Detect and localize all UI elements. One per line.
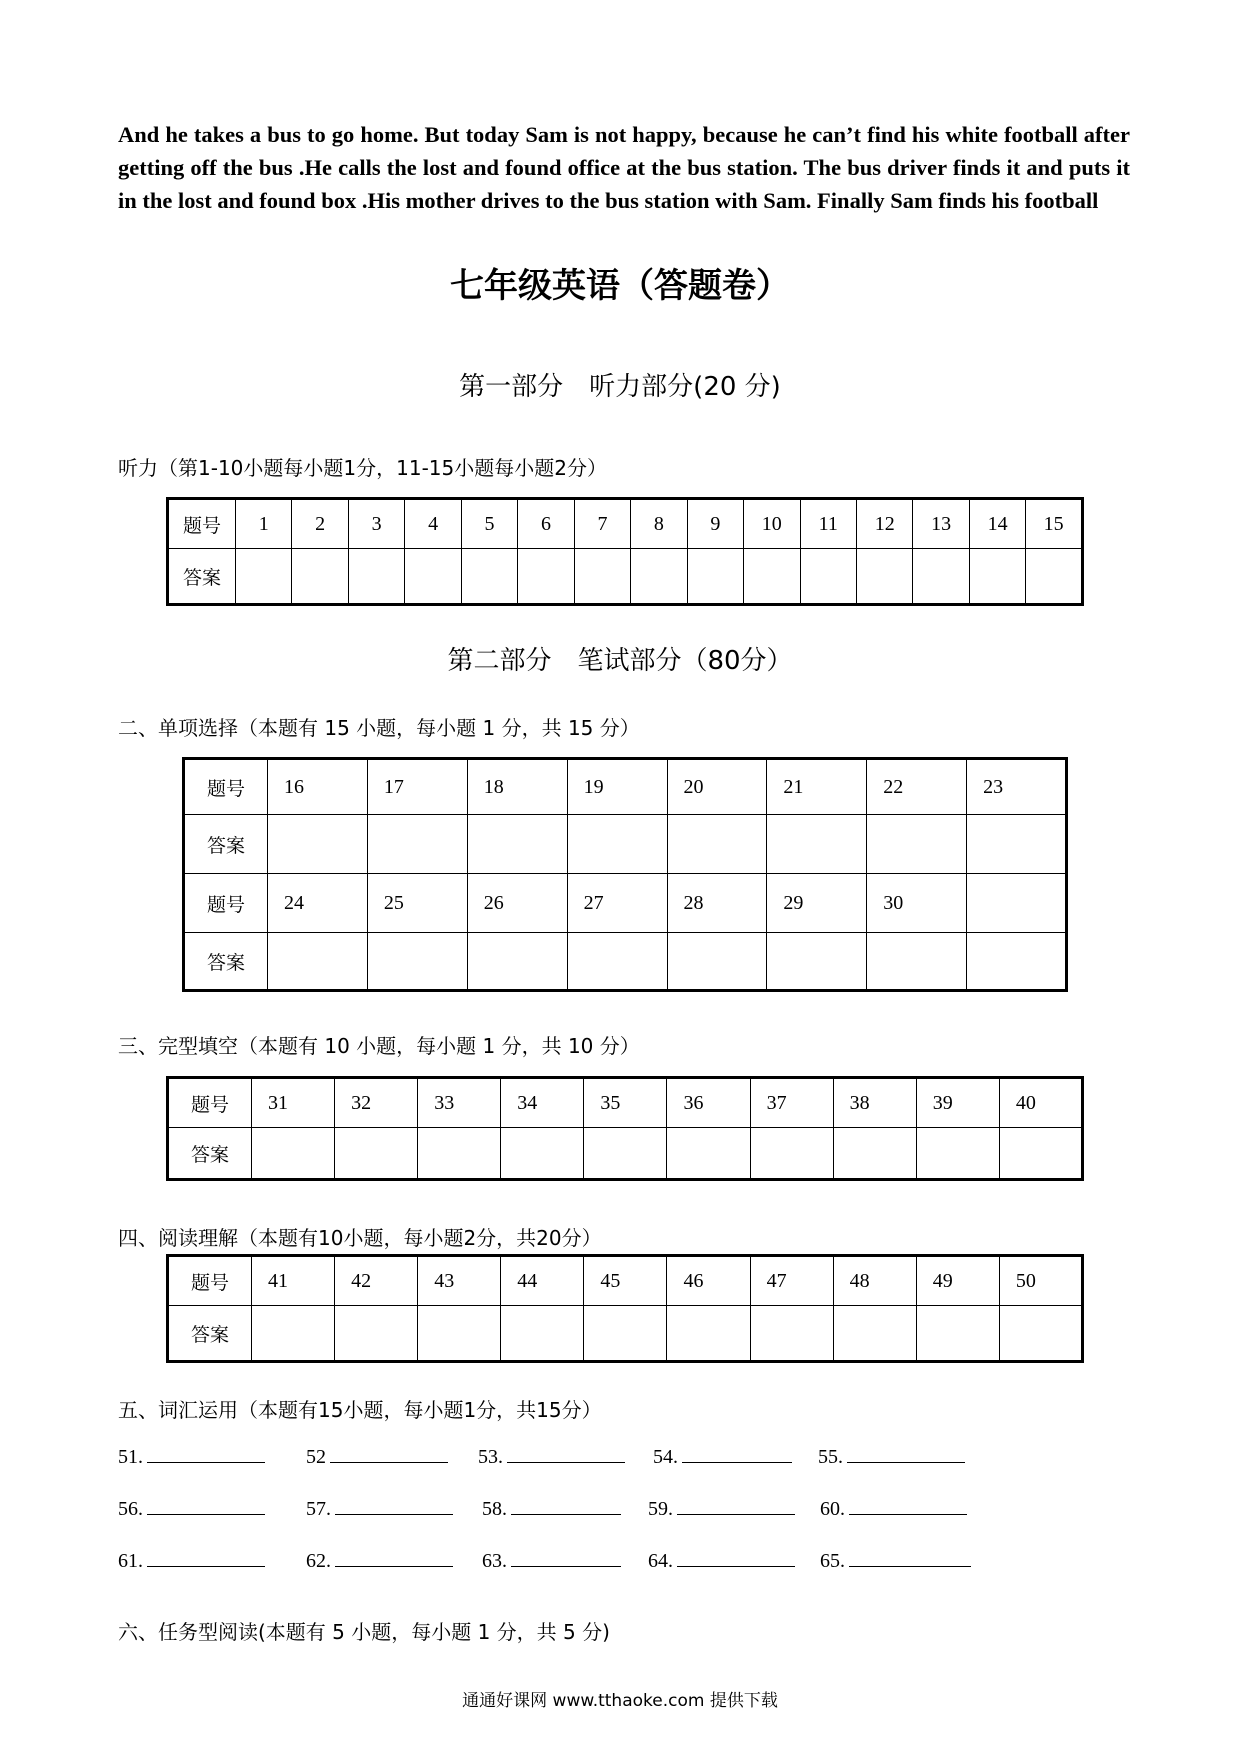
question-number-row: [184, 759, 1067, 815]
row-label: 答案: [184, 815, 268, 874]
question-number: 40: [999, 1078, 1082, 1128]
blank-line: [335, 1548, 453, 1567]
reading-answer-table: [166, 1254, 1084, 1363]
blank-number: 59.: [648, 1498, 673, 1520]
part2-heading: 第二部分 笔试部分（80分）: [447, 646, 793, 676]
part1-heading: 第一部分 听力部分(20 分): [459, 372, 781, 402]
answer-cell[interactable]: [1026, 549, 1083, 605]
question-number: 22: [867, 759, 967, 815]
listening-label: 听力（第1-10小题每小题1分，11-15小题每小题2分）: [118, 456, 607, 480]
single-choice-answer-table: [182, 757, 1068, 992]
row-label: 题号: [184, 759, 268, 815]
question-number: 21: [767, 759, 867, 815]
blank-number: 57.: [306, 1498, 331, 1520]
question-number: 7: [574, 499, 630, 549]
answer-cell[interactable]: [584, 1306, 667, 1362]
question-number: [967, 874, 1067, 933]
answer-cell[interactable]: [367, 815, 467, 874]
answer-cell[interactable]: [667, 1306, 750, 1362]
question-number: 20: [667, 759, 767, 815]
row-label: 答案: [168, 1306, 252, 1362]
question-number: 2: [292, 499, 348, 549]
blank-number: 65.: [820, 1550, 845, 1572]
answer-cell[interactable]: [405, 549, 461, 605]
blank-line: [147, 1548, 265, 1567]
answer-cell[interactable]: [252, 1128, 335, 1180]
question-number: 45: [584, 1256, 667, 1306]
answer-cell[interactable]: [335, 1128, 418, 1180]
section4-label: 四、阅读理解（本题有10小题，每小题2分，共20分）: [118, 1226, 602, 1250]
blank-line: [849, 1548, 971, 1567]
row-label: 答案: [184, 933, 268, 991]
question-number: 18: [467, 759, 567, 815]
question-number: 32: [335, 1078, 418, 1128]
question-number: 48: [833, 1256, 916, 1306]
answer-cell[interactable]: [967, 815, 1067, 874]
answer-cell[interactable]: [967, 933, 1067, 991]
row-label: 答案: [168, 549, 236, 605]
question-number: 28: [667, 874, 767, 933]
question-number-row: [168, 1256, 1083, 1306]
section5-label: 五、词汇运用（本题有15小题，每小题1分，共15分）: [118, 1398, 602, 1422]
blank-line: [849, 1496, 967, 1515]
answer-cell[interactable]: [667, 933, 767, 991]
blank-item[interactable]: [306, 1444, 448, 1469]
question-number: 12: [856, 499, 912, 549]
answer-cell[interactable]: [418, 1306, 501, 1362]
vocabulary-blanks: [118, 1444, 1118, 1600]
blank-number: 54.: [653, 1446, 678, 1468]
blank-line: [682, 1444, 792, 1463]
question-number: 23: [967, 759, 1067, 815]
blank-item[interactable]: [118, 1496, 265, 1521]
question-number: 43: [418, 1256, 501, 1306]
question-number: 19: [567, 759, 667, 815]
question-number: 36: [667, 1078, 750, 1128]
question-number-row: [168, 1078, 1083, 1128]
question-number: 3: [348, 499, 404, 549]
blank-number: 64.: [648, 1550, 673, 1572]
answer-cell[interactable]: [916, 1128, 999, 1180]
blank-number: 63.: [482, 1550, 507, 1572]
blank-number: 55.: [818, 1446, 843, 1468]
row-label: 题号: [168, 1256, 252, 1306]
answer-cell[interactable]: [856, 549, 912, 605]
answer-cell[interactable]: [335, 1306, 418, 1362]
blank-number: 51.: [118, 1446, 143, 1468]
answer-cell[interactable]: [501, 1306, 584, 1362]
question-number: 11: [800, 499, 856, 549]
cloze-answer-table: [166, 1076, 1084, 1181]
answer-cell[interactable]: [631, 549, 687, 605]
blank-number: 52: [306, 1446, 326, 1468]
section2-label: 二、单项选择（本题有 15 小题，每小题 1 分，共 15 分）: [118, 716, 640, 740]
listening-answer-table: [166, 497, 1084, 606]
blank-item[interactable]: [482, 1548, 621, 1573]
question-number: 14: [969, 499, 1025, 549]
answer-cell[interactable]: [292, 549, 348, 605]
answer-cell[interactable]: [750, 1128, 833, 1180]
question-number: 13: [913, 499, 969, 549]
answer-cell[interactable]: [999, 1306, 1082, 1362]
question-number: 6: [518, 499, 574, 549]
answer-cell[interactable]: [268, 815, 368, 874]
question-number: 35: [584, 1078, 667, 1128]
question-number: 16: [268, 759, 368, 815]
answer-cell[interactable]: [467, 815, 567, 874]
blank-row: [118, 1496, 1118, 1548]
blank-line: [147, 1444, 265, 1463]
answer-cell[interactable]: [916, 1306, 999, 1362]
blank-line: [677, 1496, 795, 1515]
blank-item[interactable]: [118, 1548, 265, 1573]
answer-cell[interactable]: [687, 549, 743, 605]
passage-text: And he takes a bus to go home. But today Sam is not happy, because he can’t find his white football after getting off the bus .He calls the lost and found office at the bus station. The bus driver finds it and puts it in the lost and found box .His mother drives to the bus station with Sam. Finally Sam finds his football: [118, 122, 1130, 213]
blank-item[interactable]: [648, 1548, 795, 1573]
answer-cell[interactable]: [867, 815, 967, 874]
question-number: 44: [501, 1256, 584, 1306]
answer-row: [184, 815, 1067, 874]
answer-cell[interactable]: [574, 549, 630, 605]
blank-item[interactable]: [478, 1444, 625, 1469]
blank-item[interactable]: [820, 1548, 971, 1573]
answer-cell[interactable]: [833, 1306, 916, 1362]
blank-row: [118, 1444, 1118, 1496]
answer-cell[interactable]: [767, 933, 867, 991]
question-number: 49: [916, 1256, 999, 1306]
question-number: 9: [687, 499, 743, 549]
blank-number: 58.: [482, 1498, 507, 1520]
answer-cell[interactable]: [767, 815, 867, 874]
blank-item[interactable]: [118, 1444, 265, 1469]
blank-row: [118, 1548, 1118, 1600]
answer-cell[interactable]: [913, 549, 969, 605]
blank-line: [507, 1444, 625, 1463]
blank-number: 62.: [306, 1550, 331, 1572]
answer-cell[interactable]: [667, 1128, 750, 1180]
answer-cell[interactable]: [584, 1128, 667, 1180]
answer-cell[interactable]: [467, 933, 567, 991]
question-number: 25: [367, 874, 467, 933]
answer-cell[interactable]: [252, 1306, 335, 1362]
answer-cell[interactable]: [236, 549, 292, 605]
question-number-row: [168, 499, 1083, 549]
answer-cell[interactable]: [750, 1306, 833, 1362]
blank-item[interactable]: [306, 1496, 453, 1521]
question-number: 10: [744, 499, 800, 549]
section6-label: 六、任务型阅读(本题有 5 小题，每小题 1 分，共 5 分): [118, 1620, 610, 1644]
page-title: 七年级英语（答题卷）: [450, 266, 790, 306]
row-label: 题号: [184, 874, 268, 933]
blank-item[interactable]: [306, 1548, 453, 1573]
answer-row: [168, 1306, 1083, 1362]
blank-item[interactable]: [648, 1496, 795, 1521]
answer-cell[interactable]: [418, 1128, 501, 1180]
answer-cell[interactable]: [833, 1128, 916, 1180]
answer-row: [168, 1128, 1083, 1180]
question-number: 24: [268, 874, 368, 933]
question-number: 41: [252, 1256, 335, 1306]
question-number: 5: [461, 499, 517, 549]
answer-cell[interactable]: [567, 815, 667, 874]
blank-line: [147, 1496, 265, 1515]
question-number: 34: [501, 1078, 584, 1128]
question-number-row: [184, 874, 1067, 933]
blank-line: [511, 1496, 621, 1515]
question-number: 1: [236, 499, 292, 549]
question-number: 4: [405, 499, 461, 549]
question-number: 37: [750, 1078, 833, 1128]
answer-cell[interactable]: [744, 549, 800, 605]
blank-number: 53.: [478, 1446, 503, 1468]
answer-cell[interactable]: [518, 549, 574, 605]
question-number: 31: [252, 1078, 335, 1128]
blank-number: 60.: [820, 1498, 845, 1520]
question-number: 39: [916, 1078, 999, 1128]
blank-number: 56.: [118, 1498, 143, 1520]
answer-cell[interactable]: [348, 549, 404, 605]
question-number: 42: [335, 1256, 418, 1306]
answer-row: [184, 933, 1067, 991]
blank-number: 61.: [118, 1550, 143, 1572]
question-number: 30: [867, 874, 967, 933]
answer-cell[interactable]: [999, 1128, 1082, 1180]
answer-cell[interactable]: [867, 933, 967, 991]
page-footer: 通通好课网 www.tthaoke.com 提供下载: [462, 1691, 778, 1711]
question-number: 26: [467, 874, 567, 933]
question-number: 33: [418, 1078, 501, 1128]
answer-cell[interactable]: [268, 933, 368, 991]
question-number: 38: [833, 1078, 916, 1128]
blank-item[interactable]: [818, 1444, 965, 1469]
row-label: 题号: [168, 1078, 252, 1128]
answer-cell[interactable]: [501, 1128, 584, 1180]
answer-cell[interactable]: [969, 549, 1025, 605]
question-number: 17: [367, 759, 467, 815]
blank-item[interactable]: [482, 1496, 621, 1521]
answer-cell[interactable]: [667, 815, 767, 874]
blank-line: [847, 1444, 965, 1463]
question-number: 50: [999, 1256, 1082, 1306]
question-number: 8: [631, 499, 687, 549]
section3-label: 三、完型填空（本题有 10 小题，每小题 1 分，共 10 分）: [118, 1034, 640, 1058]
blank-line: [511, 1548, 621, 1567]
answer-cell[interactable]: [367, 933, 467, 991]
blank-line: [330, 1444, 448, 1463]
answer-cell[interactable]: [567, 933, 667, 991]
answer-cell[interactable]: [800, 549, 856, 605]
blank-item[interactable]: [820, 1496, 967, 1521]
blank-item[interactable]: [653, 1444, 792, 1469]
question-number: 29: [767, 874, 867, 933]
row-label: 题号: [168, 499, 236, 549]
answer-row: [168, 549, 1083, 605]
question-number: 47: [750, 1256, 833, 1306]
answer-cell[interactable]: [461, 549, 517, 605]
question-number: 27: [567, 874, 667, 933]
question-number: 46: [667, 1256, 750, 1306]
blank-line: [677, 1548, 795, 1567]
row-label: 答案: [168, 1128, 252, 1180]
reading-passage: [118, 118, 1130, 217]
blank-line: [335, 1496, 453, 1515]
question-number: 15: [1026, 499, 1083, 549]
